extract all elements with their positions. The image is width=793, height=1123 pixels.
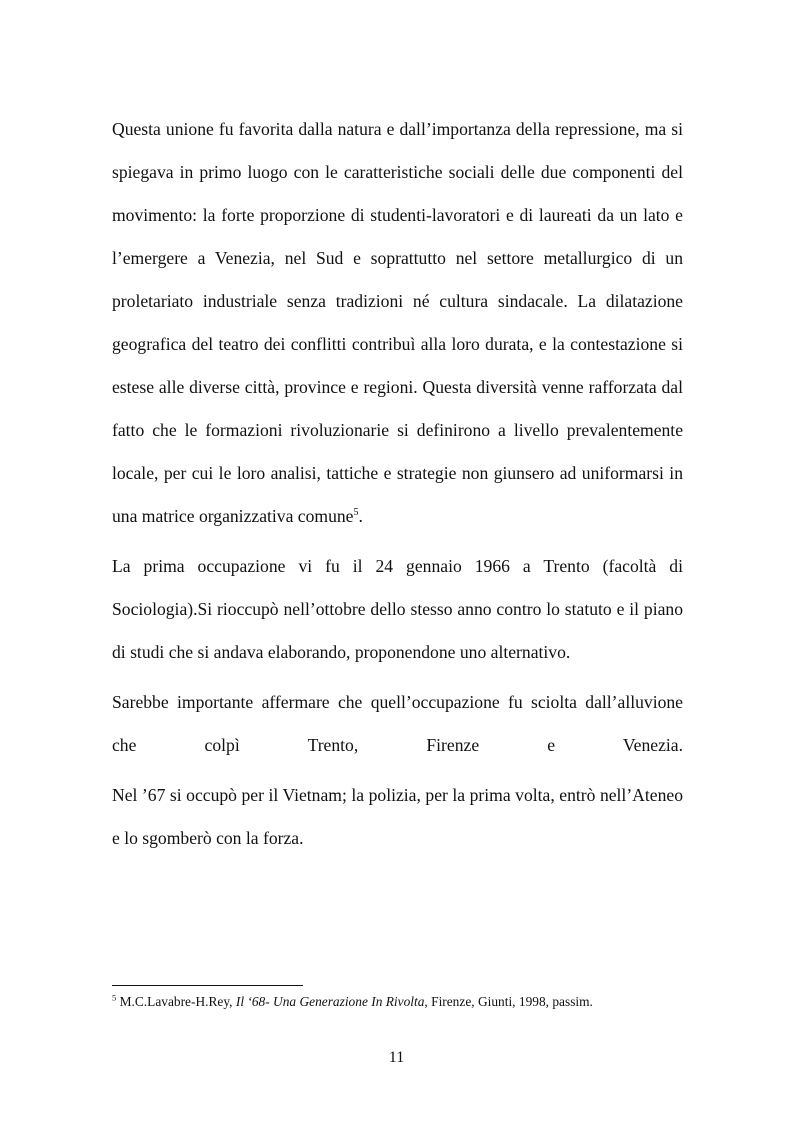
paragraph-4 — [112, 774, 683, 860]
page-number: 11 — [388, 1049, 405, 1066]
footnote-separator — [112, 985, 303, 986]
paragraph-3-text: Sarebbe importante affermare che quell’occupazione fu sciolta dall’alluvione che colpì Trento, Firenze e Venezia. — [112, 692, 683, 755]
footnote-rest: , Firenze, Giunti, 1998, passim. — [424, 994, 593, 1009]
footnote-author: M.C.Lavabre-H.Rey, — [119, 994, 236, 1009]
paragraph-4-text: Nel ’67 si occupò per il Vietnam; la polizia, per la prima volta, entrò nell’Ateneo e lo sgomberò con la forza. — [112, 785, 683, 848]
body-text — [112, 108, 683, 867]
paragraph-3 — [112, 681, 683, 767]
paragraph-2 — [112, 545, 683, 674]
footnote-number: 5 — [112, 992, 117, 1003]
footnote-title: Il ‘68- Una Generazione In Rivolta — [235, 994, 425, 1009]
paragraph-1 — [112, 108, 683, 538]
footnote-5 — [112, 993, 692, 1010]
paragraph-2-text: La prima occupazione vi fu il 24 gennaio 1966 a Trento (facoltà di Sociologia).Si rioccupò nell’ottobre dello stesso anno contro lo statuto e il piano di studi che si andava elaborando, proponendone uno alternativo. — [112, 556, 683, 662]
paragraph-1-tail: . — [358, 506, 363, 526]
paragraph-1-text: Questa unione fu favorita dalla natura e dall’importanza della repressione, ma si spiegava in primo luogo con le caratteristiche sociali delle due componenti del movimento: la forte proporzione di studenti-lavoratori e di laureati da un lato e l’emergere a Venezia, nel Sud e soprattutto nel settore metallurgico di un proletariato industriale senza tradizioni né cultura sindacale. La dilatazione geografica del teatro dei conflitti contribuì alla loro durata, e la contestazione si estese alle diverse città, province e regioni. Questa diversità venne rafforzata dal fatto che le formazioni rivoluzionarie si definirono a livello prevalentemente locale, per cui le loro analisi, tattiche e strategie non giunsero ad uniformarsi in una matrice organizzativa comune — [112, 119, 683, 526]
footnote-ref-5[interactable]: 5 — [353, 507, 359, 519]
